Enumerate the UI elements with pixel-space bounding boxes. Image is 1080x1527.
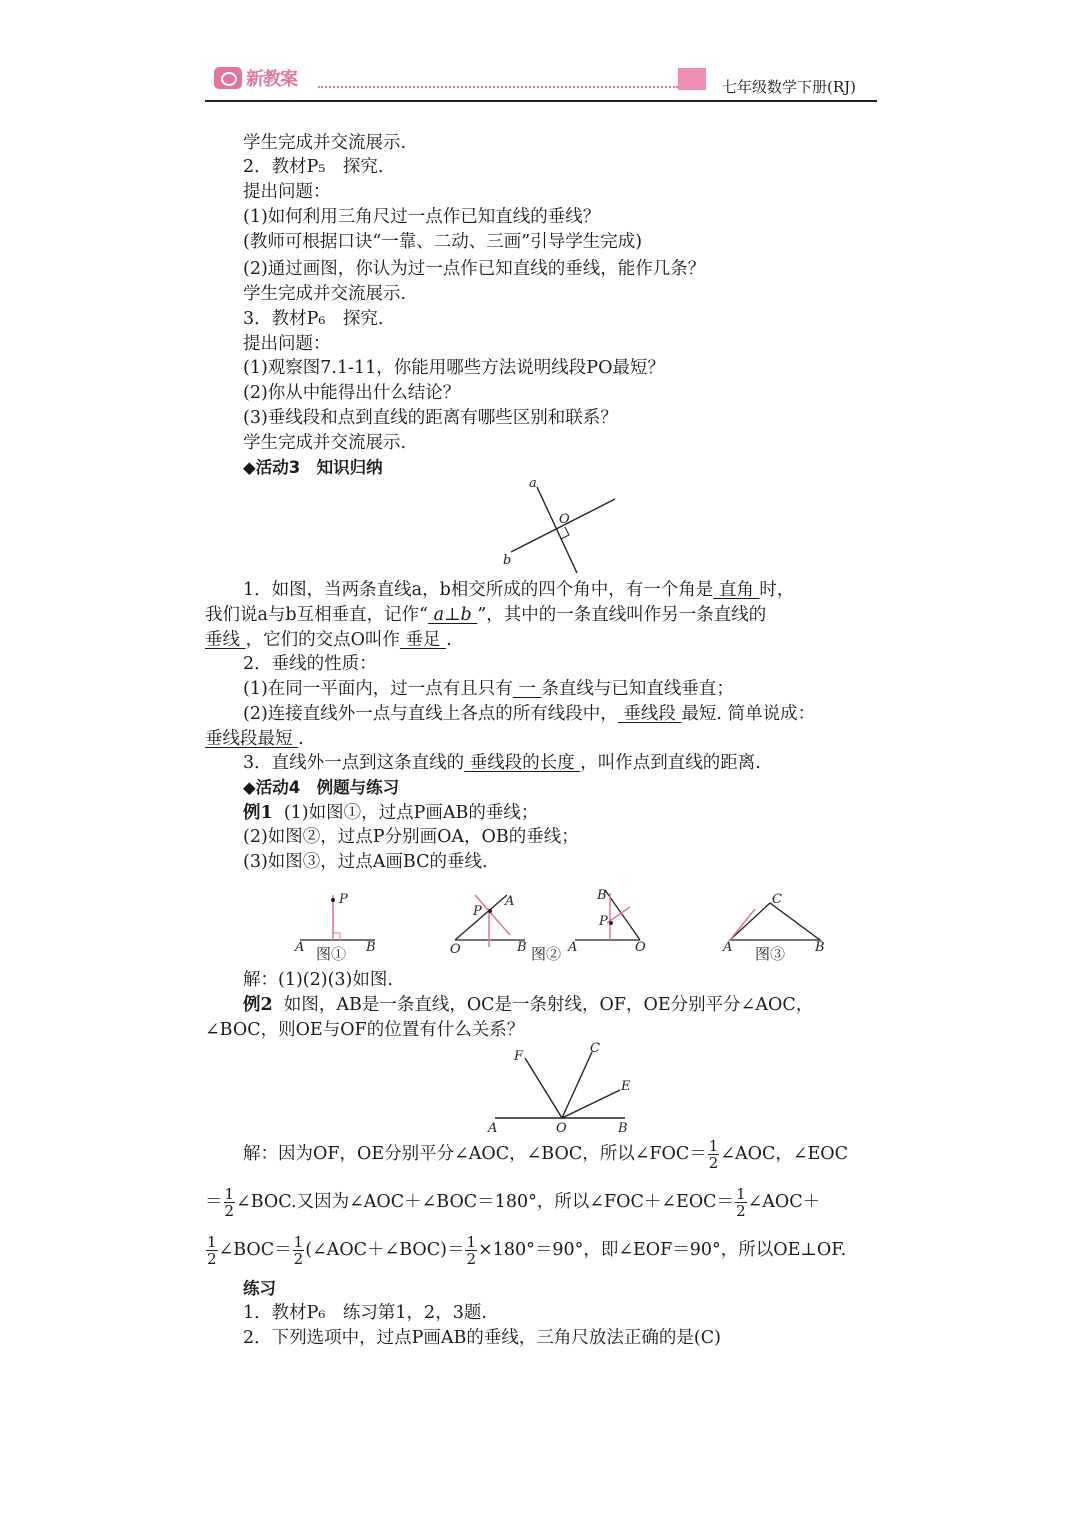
answer-blank: 垂足 (399, 630, 447, 650)
header-rule (205, 100, 877, 102)
text-line: (1)如何利用三角尺过一点作已知直线的垂线？ (243, 207, 601, 227)
text-line: ＝ $\frac{1}{2}$ ∠BOC.又因为∠AOC＋∠BOC＝180°，所以∠FOC＋∠EOC＝ $\frac{1}{2}$ ∠AOC＋ (205, 1185, 821, 1220)
logo-text: 新教案 (246, 69, 297, 90)
line-a (537, 487, 577, 573)
header-pink-block (678, 68, 706, 90)
figure-3 (722, 892, 825, 963)
svg-text:P: P (599, 914, 608, 929)
svg-text:图①: 图① (316, 945, 347, 963)
text-line: (2)如图②，过点P分别画OA，OB的垂线； (243, 827, 579, 847)
svg-text:B: B (517, 940, 527, 955)
activity3-heading: ◆活动3 知识归纳 (243, 458, 383, 477)
text-line: (3)如图③，过点A画BC的垂线. (243, 852, 488, 872)
svg-text:F: F (514, 1049, 524, 1064)
text-line: 解：因为OF，OE分别平分∠AOC，∠BOC，所以∠FOC＝ $\frac{1}{2}$ ∠AOC，∠EOC (243, 1137, 849, 1172)
answer-blank: 直角 (713, 580, 760, 600)
svg-text:B: B (618, 1121, 628, 1135)
svg-text:C: C (590, 1041, 600, 1056)
logo-icon (214, 67, 242, 89)
text-line: (3)垂线段和点到直线的距离有哪些区别和联系？ (243, 408, 618, 428)
text-line: 解：(1)(2)(3)如图. (243, 970, 393, 990)
answer-blank: a⊥b (428, 605, 478, 625)
fraction-one-half: $\frac{1}{2}$ (466, 1233, 477, 1268)
answer-blank: 垂线段的长度 (464, 753, 581, 773)
label-o: O (559, 512, 570, 527)
text-line: 垂线 ，它们的交点O叫作 垂足 . (205, 630, 452, 650)
fraction-one-half: $\frac{1}{2}$ (293, 1233, 304, 1268)
text-line: 学生完成并交流展示. (243, 433, 407, 453)
svg-text:C: C (772, 892, 782, 907)
text-line: $\frac{1}{2}$ ∠BOC＝ $\frac{1}{2}$ (∠AOC＋∠BOC)＝ $\frac{1}{2}$ ×180°＝90°，即∠EOF＝90°，所以OE⊥OF. (207, 1233, 847, 1268)
figure-1 (294, 892, 376, 963)
text-line: 学生完成并交流展示. (243, 284, 407, 304)
text-line: 提出问题： (243, 182, 331, 202)
text-line: 2．下列选项中，过点P画AB的垂线，三角尺放法正确的是(C) (243, 1328, 721, 1348)
text-line: 我们说a与b互相垂直，记作“ a⊥b ”，其中的一条直线叫作另一条直线的 (205, 605, 767, 625)
text-line: (2)连接直线外一点与直线上各点的所有线段中， 垂线段 最短. 简单说成： (243, 704, 816, 724)
text-line: 3．教材P₆ 探究. (243, 309, 384, 329)
text-line: 例1 (1)如图①，过点P画AB的垂线； (243, 803, 539, 823)
text-line: 学生完成并交流展示. (243, 133, 407, 153)
svg-text:O: O (556, 1121, 567, 1135)
perpendicular-figure (495, 475, 625, 575)
svg-text:E: E (621, 1079, 631, 1094)
svg-text:P: P (339, 892, 348, 907)
activity4-heading: ◆活动4 例题与练习 (243, 778, 400, 797)
svg-text:A: A (723, 940, 733, 955)
answer-blank: 一 (512, 679, 542, 699)
svg-text:P: P (473, 904, 482, 919)
text-line: 提出问题： (243, 334, 331, 354)
svg-text:B: B (366, 940, 376, 955)
book-title: 七年级数学下册(RJ) (722, 78, 857, 96)
answer-blank: 垂线段最短 (205, 729, 299, 749)
text-line: 例2 如图，AB是一条直线，OC是一条射线，OF，OE分别平分∠AOC， (243, 995, 814, 1015)
figure-2b (567, 888, 646, 955)
fraction-one-half: $\frac{1}{2}$ (224, 1185, 235, 1220)
text-line: 2．垂线的性质： (243, 654, 377, 674)
answer-blank: 垂线段 (617, 704, 682, 724)
fraction-one-half: $\frac{1}{2}$ (207, 1233, 217, 1268)
svg-text:O: O (450, 942, 461, 957)
figure-2a (450, 894, 527, 957)
fraction-one-half: $\frac{1}{2}$ (736, 1185, 746, 1220)
svg-text:A: A (505, 894, 515, 909)
label-b: b (503, 553, 512, 568)
text-line: (2)通过画图，你认为过一点作已知直线的垂线，能作几条？ (243, 259, 706, 279)
svg-text:图③: 图③ (755, 945, 786, 963)
example1-figures (285, 885, 845, 967)
label-a: a (529, 476, 537, 491)
svg-text:图②: 图② (531, 945, 562, 963)
svg-text:B: B (815, 940, 825, 955)
svg-text:O: O (635, 940, 646, 955)
text-line: 1．如图，当两条直线a，b相交所成的四个角中，有一个角是 直角 时， (243, 580, 795, 600)
text-line: (1)观察图7.1-11，你能用哪些方法说明线段PO最短？ (243, 358, 665, 378)
text-line: ∠BOC，则OE与OF的位置有什么关系？ (205, 1020, 525, 1040)
text-line: 1．教材P₆ 练习第1，2，3题. (243, 1303, 487, 1323)
text-line: (教师可根据口诀“一靠、二动、三画”引导学生完成) (243, 232, 643, 252)
text-line: (2)你从中能得出什么结论？ (243, 383, 461, 403)
text-line: 3．直线外一点到这条直线的 垂线段的长度 ，叫作点到直线的距离. (243, 753, 761, 773)
publisher-logo (214, 66, 297, 90)
svg-text:A: A (295, 940, 305, 955)
answer-blank: 垂线 (205, 630, 246, 650)
example2-figure (480, 1040, 640, 1135)
svg-text:A: A (488, 1121, 498, 1135)
fraction-one-half: $\frac{1}{2}$ (708, 1137, 719, 1172)
text-line: (1)在同一平面内，过一点有且只有 一 条直线与已知直线垂直； (243, 679, 734, 699)
text-line: 垂线段最短 . (205, 729, 304, 749)
right-angle-mark (561, 527, 569, 539)
svg-text:A: A (568, 940, 578, 955)
text-line: 2．教材P₅ 探究. (243, 157, 384, 177)
header-dotted-line (318, 86, 678, 88)
svg-text:B: B (597, 888, 607, 903)
practice-heading: 练习 (243, 1279, 276, 1298)
